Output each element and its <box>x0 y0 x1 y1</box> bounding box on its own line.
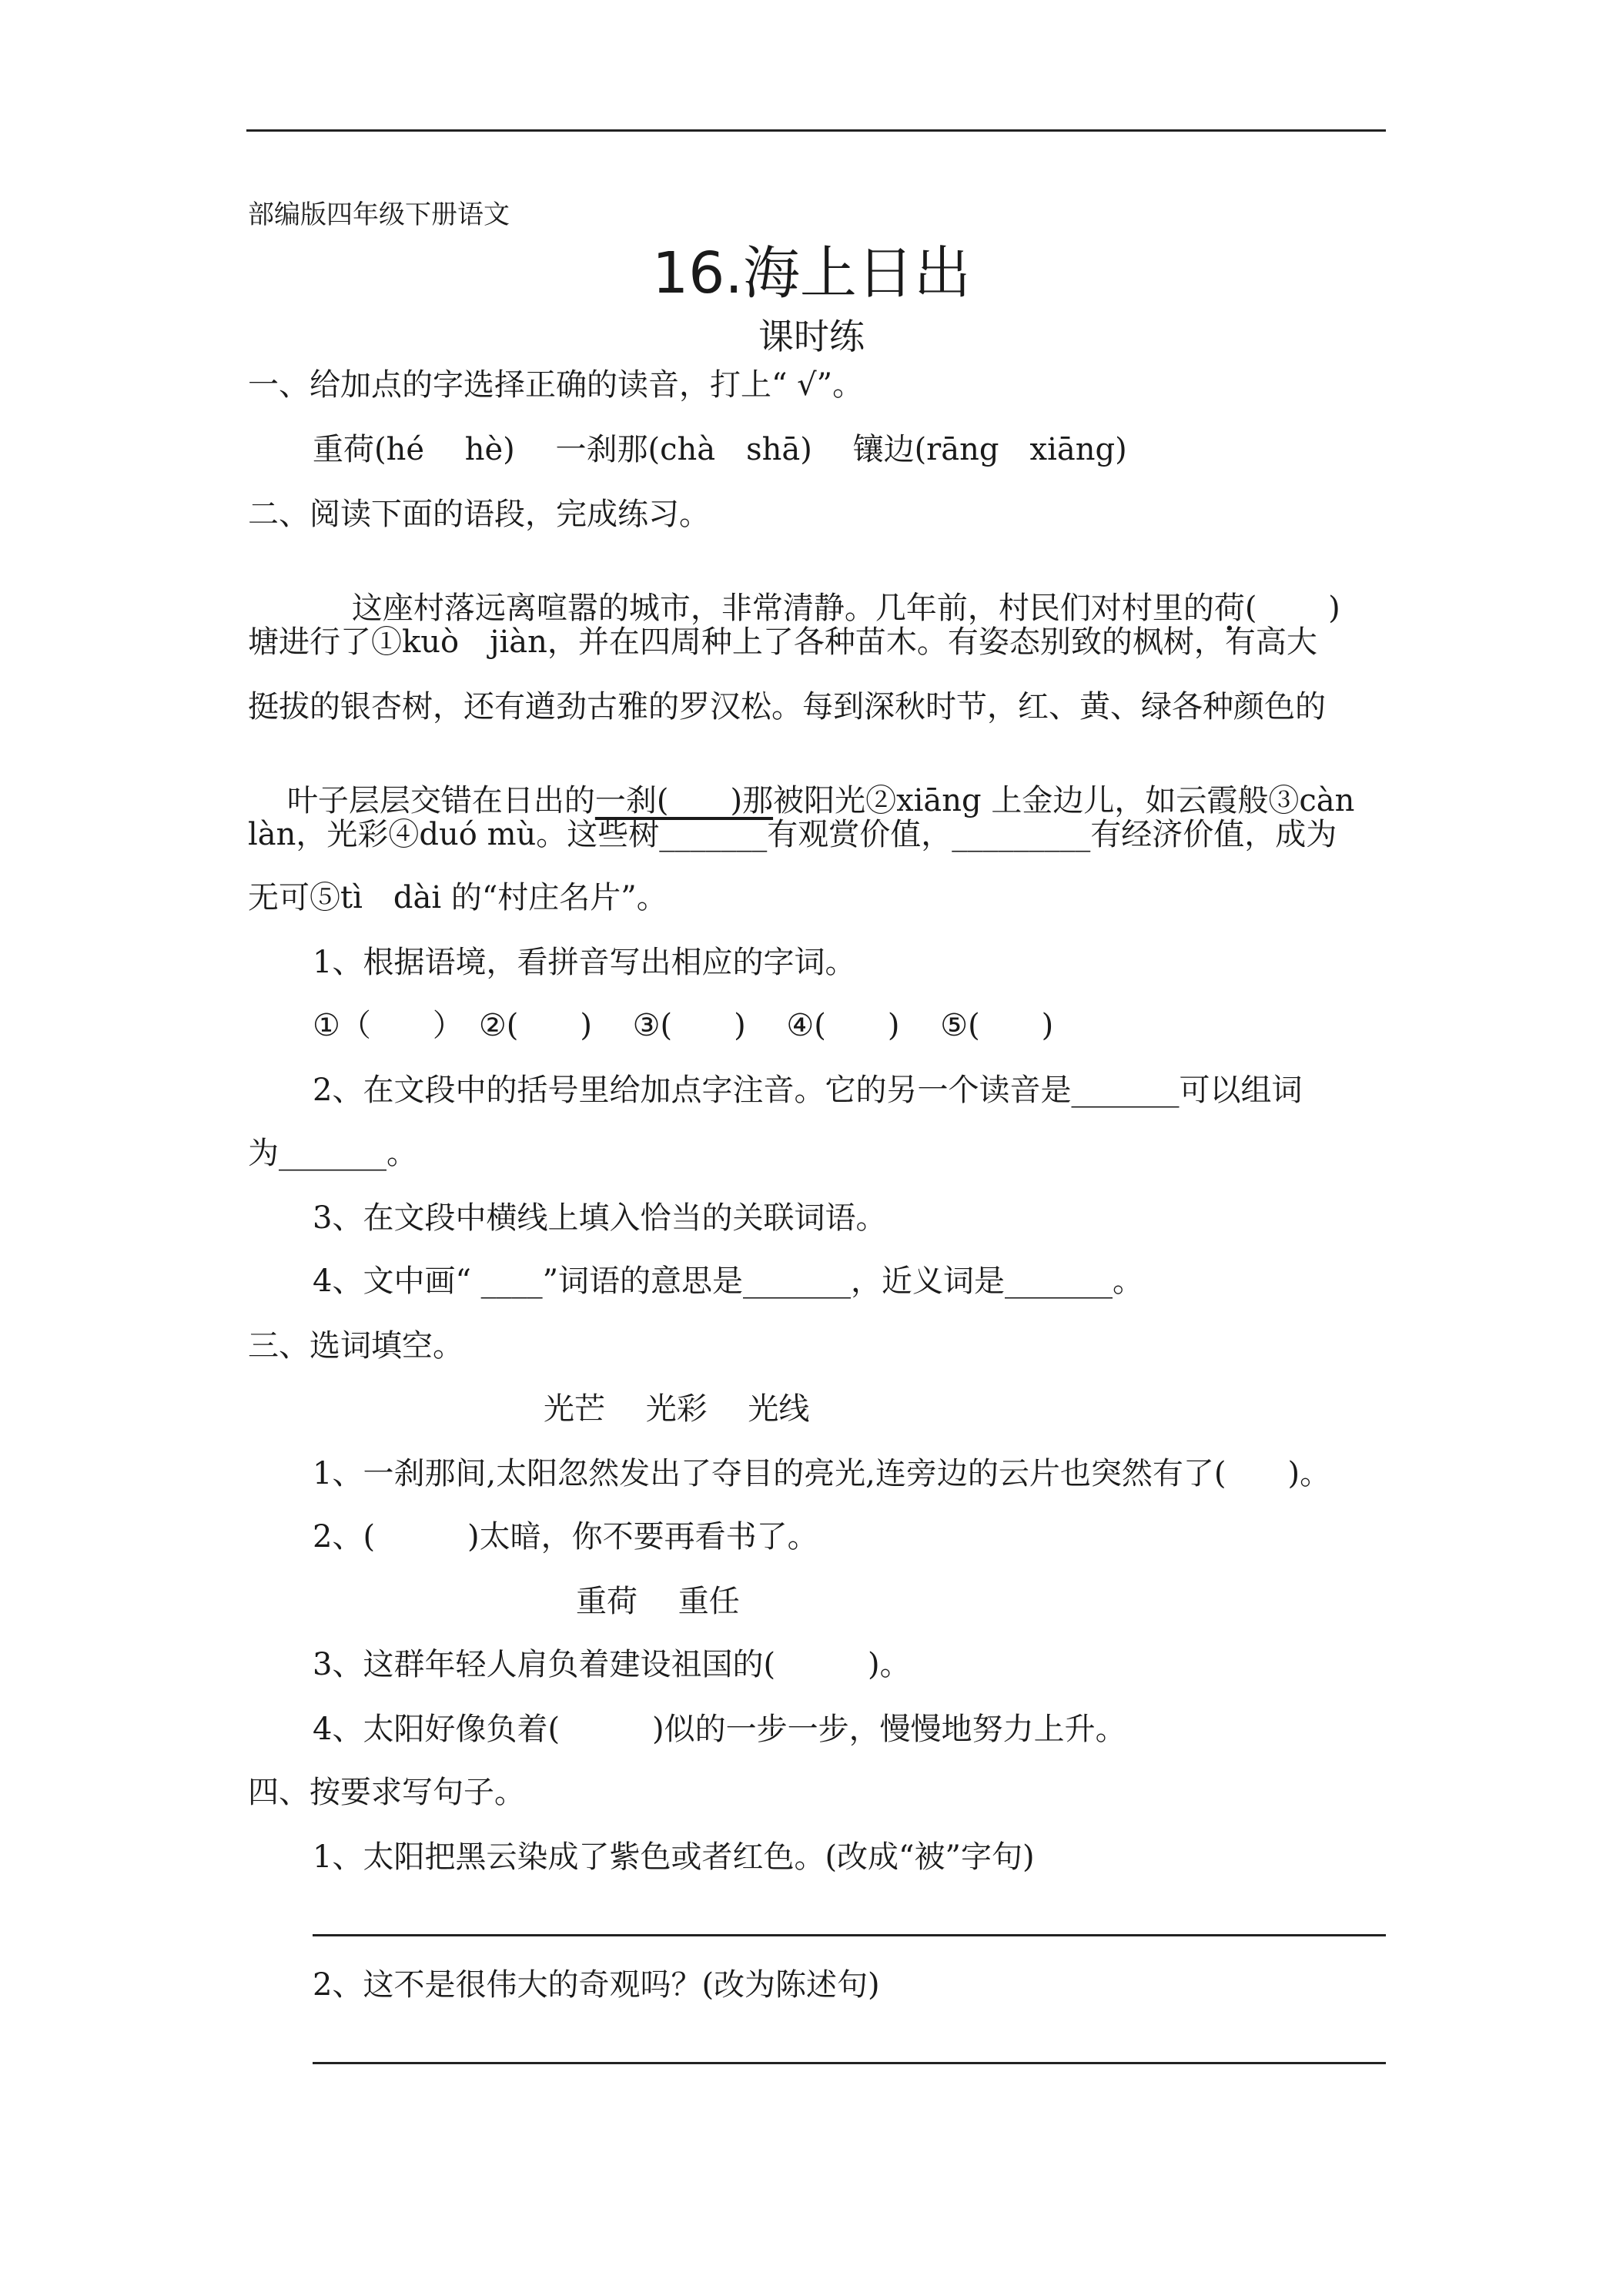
header-subject: 部编版四年级下册语文 <box>248 199 510 230</box>
answer-line-1 <box>313 1934 1386 1936</box>
passage-line-3: 挺拔的银杏树，还有遒劲古雅的罗汉松。每到深秋时节，红、黄、绿各种颜色的 <box>248 689 1326 725</box>
dotted-character: 荷 <box>1213 591 1245 626</box>
question-1-blanks: ①（ ） ②( ) ③( ) ④( ) ⑤( ) <box>313 1008 1054 1043</box>
passage-line-1-text: 这座村落远离喧嚣的城市，非常清静。几年前，村民们对村里的 <box>351 591 1214 626</box>
passage-line-2: 塘进行了①kuò jiàn，并在四周种上了各种苗木。有姿态别致的枫树，有高大 <box>248 624 1317 660</box>
section1-heading: 一、给加点的字选择正确的读音，打上“ √”。 <box>248 367 864 403</box>
rewrite-sentence-1: 1、太阳把黑云染成了紫色或者红色。(改成“被”字句) <box>313 1839 1035 1875</box>
fill-sentence-2: 2、( )太暗，你不要再看书了。 <box>313 1519 818 1555</box>
section2-heading: 二、阅读下面的语段，完成练习。 <box>248 497 710 532</box>
passage-line-4-rest: 被阳光②xiāng 上金边儿，如云霞般③càn <box>773 783 1355 818</box>
word-bank-2: 重荷 重任 <box>576 1584 740 1619</box>
word-bank-1: 光芒 光彩 光线 <box>544 1391 810 1427</box>
section4-heading: 四、按要求写句子。 <box>248 1775 525 1810</box>
page-subtitle: 课时练 <box>758 316 865 357</box>
section1-pinyin-line: 重荷(hé hè) 一刹那(chà shā) 镶边(rāng xiāng) <box>313 432 1127 467</box>
page-title: 16.海上日出 <box>652 240 971 306</box>
passage-line-4-text: 叶子层层交错在日出的 <box>286 783 595 818</box>
question-1: 1、根据语境，看拼音写出相应的字词。 <box>313 945 856 980</box>
question-4: 4、文中画“ ____”词语的意思是_______，近义词是_______。 <box>313 1263 1144 1299</box>
underlined-phrase: 一刹( )那 <box>594 783 774 818</box>
fill-sentence-4: 4、太阳好像负着( )似的一步一步，慢慢地努力上升。 <box>313 1712 1126 1747</box>
passage-line-5: làn，光彩④duó mù。这些树_______有观赏价值，_________有经济价值，成为 <box>248 817 1337 852</box>
passage-line-1-blank: ( ) <box>1244 591 1340 626</box>
rewrite-sentence-2: 2、这不是很伟大的奇观吗？(改为陈述句) <box>313 1967 880 2003</box>
top-rule <box>246 129 1386 132</box>
question-2: 2、在文段中的括号里给加点字注音。它的另一个读音是_______可以组词 <box>313 1073 1303 1108</box>
section3-heading: 三、选词填空。 <box>248 1328 463 1364</box>
fill-sentence-3: 3、这群年轻人肩负着建设祖国的( )。 <box>313 1647 911 1682</box>
question-2-continued: 为_______。 <box>248 1136 417 1171</box>
passage-line-6: 无可⑤tì dài 的“村庄名片”。 <box>248 880 668 915</box>
question-3: 3、在文段中横线上填入恰当的关联词语。 <box>313 1200 887 1236</box>
fill-sentence-1: 1、一刹那间,太阳忽然发出了夺目的亮光,连旁边的云片也突然有了( )。 <box>313 1456 1331 1491</box>
answer-line-2 <box>313 2062 1386 2064</box>
